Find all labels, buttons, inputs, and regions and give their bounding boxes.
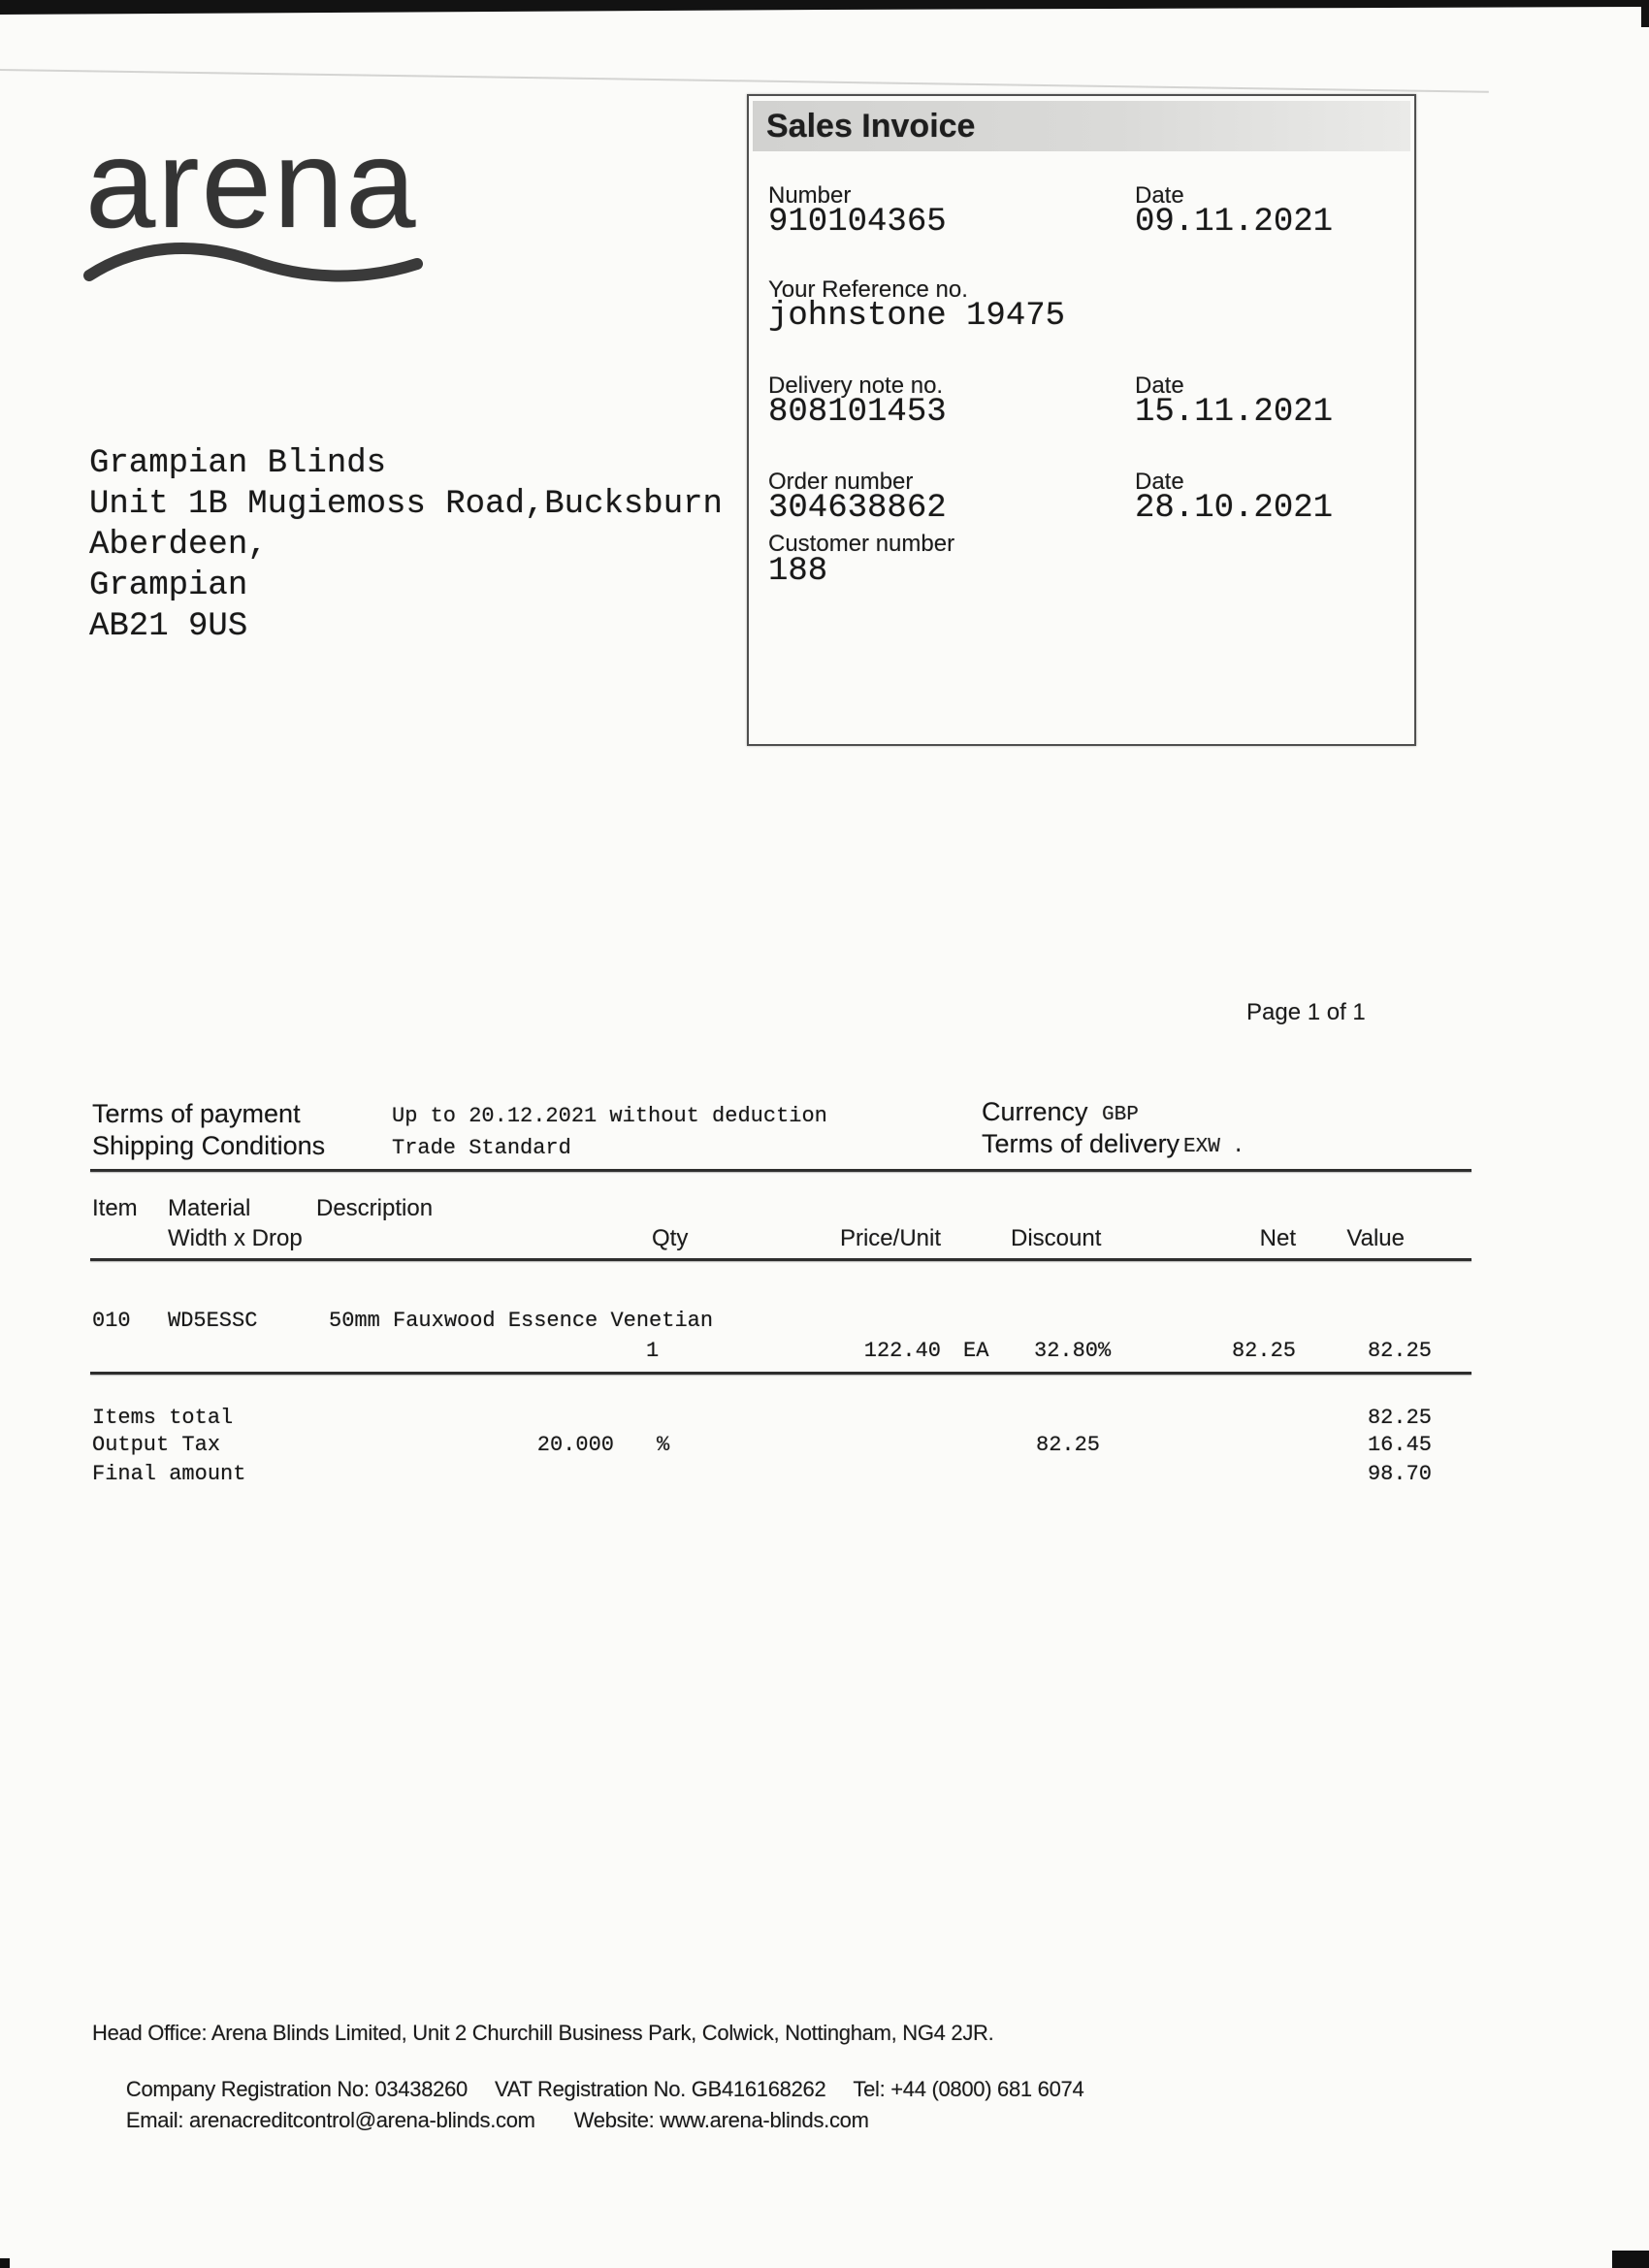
recipient-name: Grampian Blinds bbox=[89, 445, 387, 482]
recipient-street: Unit 1B Mugiemoss Road,Bucksburn bbox=[89, 486, 723, 523]
order-date-label: Date bbox=[1135, 469, 1184, 495]
customer-number-value: 188 bbox=[768, 553, 828, 590]
col-header-value: Value bbox=[1346, 1225, 1405, 1251]
col-header-material: Material bbox=[168, 1195, 251, 1221]
col-header-qty: Qty bbox=[652, 1225, 689, 1251]
terms-of-payment-label: Terms of payment bbox=[92, 1099, 301, 1128]
output-tax-percent-sign: % bbox=[657, 1433, 670, 1457]
col-header-price-unit: Price/Unit bbox=[839, 1225, 941, 1251]
page-number: Page 1 of 1 bbox=[1246, 999, 1366, 1025]
shipping-conditions-label: Shipping Conditions bbox=[92, 1131, 326, 1160]
output-tax-value: 16.45 bbox=[1367, 1433, 1432, 1457]
scan-top-edge-artifact bbox=[0, 0, 1649, 29]
col-header-net: Net bbox=[1259, 1225, 1296, 1251]
terms-of-payment-value: Up to 20.12.2021 without deduction bbox=[392, 1104, 827, 1128]
item-net-cell: 82.25 bbox=[1231, 1339, 1296, 1363]
footer-head-office: Head Office: Arena Blinds Limited, Unit 2 Churchill Business Park, Colwick, Nottingham, NG4 2JR. bbox=[92, 2021, 994, 2045]
reference-label: Your Reference no. bbox=[768, 276, 968, 303]
arena-logo: arena bbox=[85, 113, 418, 254]
item-value-cell: 82.25 bbox=[1367, 1339, 1432, 1363]
invoice-header-box bbox=[747, 94, 1416, 746]
currency-label: Currency bbox=[982, 1097, 1088, 1126]
footer-vat-reg: VAT Registration No. GB416168262 bbox=[494, 2077, 826, 2101]
final-amount-value: 98.70 bbox=[1367, 1462, 1432, 1486]
final-amount-label: Final amount bbox=[92, 1462, 246, 1486]
currency-value: GBP bbox=[1102, 1104, 1139, 1126]
arena-logo-swoosh-icon bbox=[83, 235, 423, 288]
delivery-date-value: 15.11.2021 bbox=[1135, 394, 1334, 431]
footer-email: Email: arenacreditcontrol@arena-blinds.com bbox=[125, 2108, 535, 2132]
invoice-date-value: 09.11.2021 bbox=[1135, 204, 1334, 241]
recipient-postcode: AB21 9US bbox=[89, 608, 248, 645]
item-material-cell: WD5ESSC bbox=[168, 1309, 258, 1333]
reference-value: johnstone 19475 bbox=[768, 298, 1066, 335]
col-header-item: Item bbox=[92, 1195, 138, 1221]
terms-of-delivery-label: Terms of delivery bbox=[982, 1129, 1180, 1158]
col-header-description: Description bbox=[316, 1195, 434, 1221]
output-tax-base: 82.25 bbox=[1036, 1433, 1101, 1457]
item-qty-cell: 1 bbox=[646, 1339, 660, 1363]
order-date-value: 28.10.2021 bbox=[1135, 490, 1334, 527]
item-description-cell: 50mm Fauxwood Essence Venetian bbox=[329, 1309, 714, 1333]
col-header-width-drop: Width x Drop bbox=[168, 1225, 303, 1251]
delivery-note-label: Delivery note no. bbox=[768, 373, 944, 399]
table-top-rule bbox=[90, 1169, 1471, 1172]
footer-tel: Tel: +44 (0800) 681 6074 bbox=[853, 2077, 1084, 2101]
invoice-number-value: 910104365 bbox=[768, 204, 947, 241]
invoice-title-bar bbox=[753, 101, 1410, 151]
delivery-note-value: 808101453 bbox=[768, 394, 947, 431]
footer-company-reg: Company Registration No: 03438260 bbox=[125, 2077, 468, 2101]
items-total-label: Items total bbox=[92, 1406, 234, 1430]
invoice-date-label: Date bbox=[1135, 182, 1184, 209]
item-unit-cell: EA bbox=[963, 1339, 989, 1363]
recipient-address-block bbox=[89, 444, 723, 648]
customer-number-label: Customer number bbox=[768, 531, 955, 557]
col-header-discount: Discount bbox=[1011, 1225, 1102, 1251]
terms-of-delivery-value: EXW . bbox=[1183, 1136, 1245, 1158]
scan-streak-artifact bbox=[0, 69, 1489, 93]
table-header-rule bbox=[90, 1258, 1471, 1261]
footer-website: Website: www.arena-blinds.com bbox=[573, 2108, 869, 2132]
recipient-city: Aberdeen, bbox=[89, 527, 268, 564]
invoice-title: Sales Invoice bbox=[766, 108, 976, 145]
item-price-unit-cell: 122.40 bbox=[863, 1339, 941, 1363]
output-tax-rate: 20.000 bbox=[536, 1433, 614, 1457]
delivery-date-label: Date bbox=[1135, 373, 1184, 399]
recipient-county: Grampian bbox=[89, 567, 248, 604]
order-number-label: Order number bbox=[768, 469, 914, 495]
invoice-number-label: Number bbox=[768, 182, 852, 209]
output-tax-label: Output Tax bbox=[92, 1433, 221, 1457]
scan-bottom-right-artifact bbox=[1612, 2251, 1649, 2268]
order-number-value: 304638862 bbox=[768, 490, 947, 527]
scan-bottom-left-artifact bbox=[0, 2258, 10, 2268]
table-bottom-rule bbox=[90, 1372, 1471, 1375]
item-number-cell: 010 bbox=[92, 1309, 131, 1333]
items-total-value: 82.25 bbox=[1367, 1406, 1432, 1430]
shipping-conditions-value: Trade Standard bbox=[392, 1136, 571, 1160]
footer-contact-line bbox=[92, 2083, 869, 2158]
item-discount-cell: 32.80% bbox=[1034, 1339, 1112, 1363]
